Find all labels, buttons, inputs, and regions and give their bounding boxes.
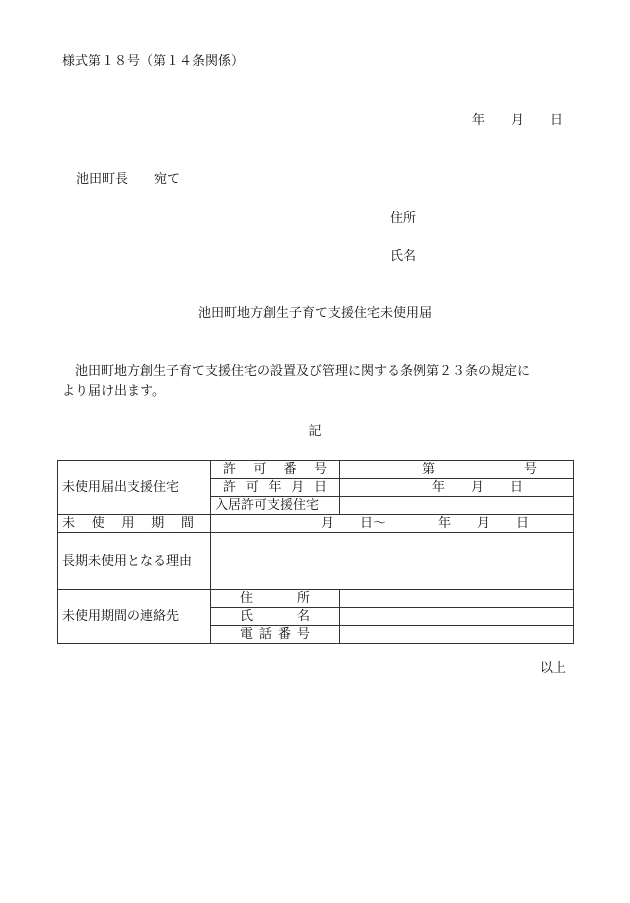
document-title: 池田町地方創生子育て支援住宅未使用届 <box>197 306 432 321</box>
contact-phone-value[interactable] <box>340 626 574 644</box>
permit-date-label: 許 可 年 月 日 <box>211 479 340 497</box>
notification-table <box>57 460 574 644</box>
recipient: 池田町長 宛て <box>76 172 181 187</box>
applicant-address-label: 住所 <box>390 211 417 226</box>
table-row <box>58 461 574 479</box>
date-line: 年 月 日 <box>472 113 564 128</box>
table-row <box>58 533 574 590</box>
applicant-name-label: 氏名 <box>390 249 417 264</box>
permit-number-value[interactable]: 第 号 <box>340 461 574 479</box>
housing-label: 入居許可支援住宅 <box>211 497 340 515</box>
table-row <box>58 590 574 608</box>
contact-section-label: 未使用期間の連絡先 <box>58 590 211 644</box>
table-row <box>58 515 574 533</box>
reason-label: 長期未使用となる理由 <box>58 533 211 590</box>
permit-date-value[interactable]: 年 月 日 <box>340 479 574 497</box>
reason-value[interactable] <box>211 533 574 590</box>
contact-address-label: 住 所 <box>211 590 340 608</box>
housing-section-label: 未使用届出支援住宅 <box>58 461 211 515</box>
contact-address-value[interactable] <box>340 590 574 608</box>
form-number: 様式第１８号（第１４条関係） <box>62 54 245 69</box>
body-text-line-2: より届け出ます。 <box>62 384 165 399</box>
contact-name-value[interactable] <box>340 608 574 626</box>
body-text-line-1: 池田町地方創生子育て支援住宅の設置及び管理に関する条例第２３条の規定に <box>75 364 531 379</box>
period-label: 未 使 用 期 間 <box>58 515 211 533</box>
closing-text: 以上 <box>540 661 567 676</box>
contact-phone-label: 電 話 番 号 <box>211 626 340 644</box>
permit-number-label: 許 可 番 号 <box>211 461 340 479</box>
ki-heading: 記 <box>308 424 322 439</box>
housing-value[interactable] <box>340 497 574 515</box>
period-value[interactable]: 月 日～ 年 月 日 <box>211 515 574 533</box>
contact-name-label: 氏 名 <box>211 608 340 626</box>
